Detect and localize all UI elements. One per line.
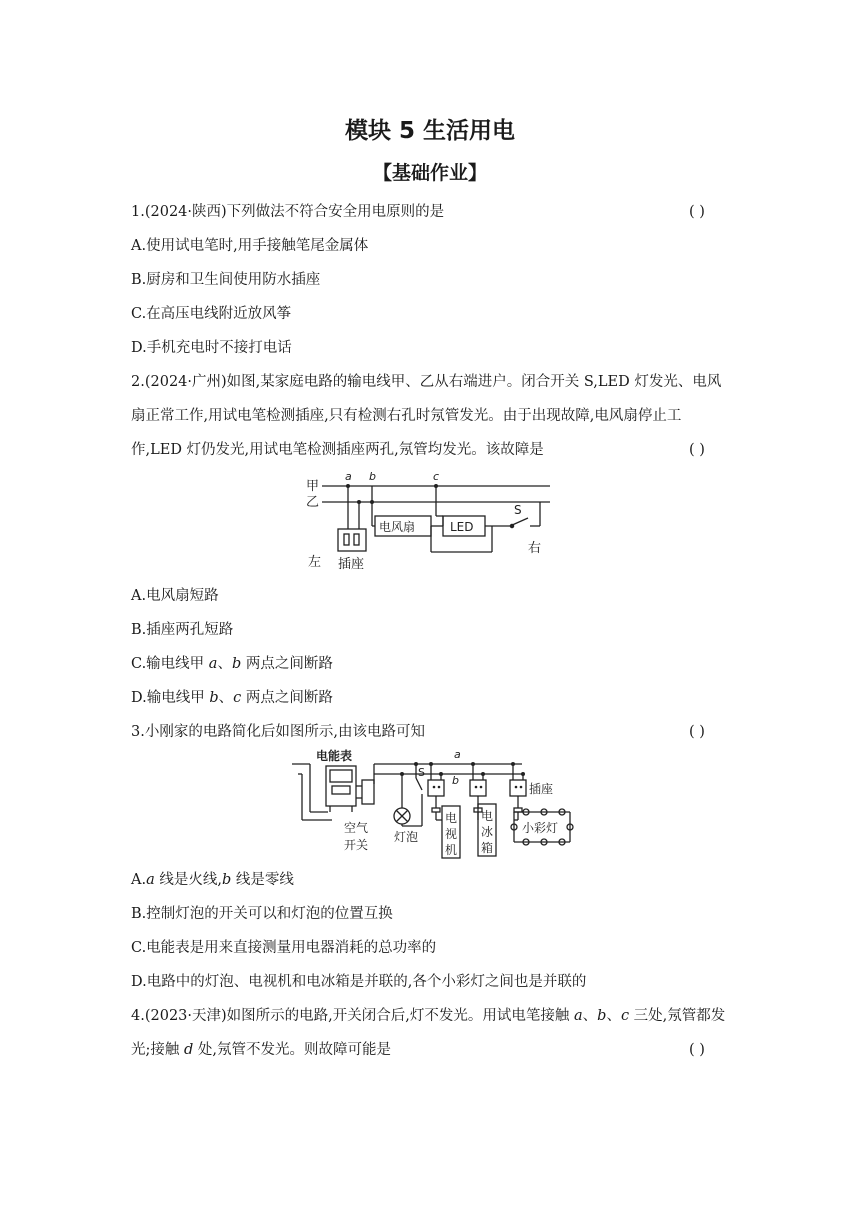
q3-stem: 3.小刚家的电路简化后如图所示,由该电路可知 <box>131 724 425 740</box>
q4-stem-line2: 光;接触 d 处,氖管不发光。则故障可能是 <box>131 1042 392 1058</box>
q4-answer-paren: ( ) <box>689 1042 705 1058</box>
q3-option-c: C.电能表是用来直接测量用电器消耗的总功率的 <box>131 940 437 956</box>
q2-left-label: 左 <box>308 555 322 570</box>
q3-air-switch-label-1: 空气 <box>344 821 369 835</box>
q2-option-c: C.输电线甲 a、b 两点之间断路 <box>131 656 333 672</box>
q4-stem-line1: 4.(2023·天津)如图所示的电路,开关闭合后,灯不发光。用试电笔接触 a、b、c 三处,氖管都发 <box>131 1008 726 1024</box>
q3-tv-label-3: 机 <box>445 843 458 857</box>
q3-option-b: B.控制灯泡的开关可以和灯泡的位置互换 <box>131 906 393 922</box>
q2-option-b: B.插座两孔短路 <box>131 622 234 638</box>
q2-stem-line3: 作,LED 灯仍发光,用试电笔检测插座两孔,氖管均发光。该故障是 <box>131 442 544 458</box>
q1-option-c: C.在高压电线附近放风筝 <box>131 306 292 322</box>
q2-fan-label: 电风扇 <box>379 520 416 534</box>
section-subtitle: 【基础作业】 <box>372 162 487 184</box>
q2-socket-label: 插座 <box>338 557 365 572</box>
q2-answer-paren: ( ) <box>689 442 705 458</box>
q2-wire-yi-label: 乙 <box>306 495 320 510</box>
q3-small-lights-label: 小彩灯 <box>522 821 559 835</box>
q1-stem: 1.(2024·陕西)下列做法不符合安全用电原则的是 <box>131 204 445 220</box>
q3-fridge-label-1: 电 <box>481 809 494 823</box>
q2-option-d: D.输电线甲 b、c 两点之间断路 <box>131 690 333 706</box>
q3-tv-label-1: 电 <box>445 811 458 825</box>
q2-led-label: LED <box>450 520 474 534</box>
q1-option-a: A.使用试电笔时,用手接触笔尾金属体 <box>131 238 369 254</box>
q2-stem-line2: 扇正常工作,用试电笔检测插座,只有检测右孔时氖管发光。由于出现故障,电风扇停止工 <box>131 408 682 424</box>
q2-circuit-figure <box>300 468 560 574</box>
q3-option-d: D.电路中的灯泡、电视机和电冰箱是并联的,各个小彩灯之间也是并联的 <box>131 974 587 990</box>
q3-line-b-label: b <box>452 774 459 787</box>
q3-fridge-label-2: 冰 <box>481 825 494 839</box>
q3-circuit-figure <box>290 746 580 860</box>
q2-stem-line1: 2.(2024·广州)如图,某家庭电路的输电线甲、乙从右端进户。闭合开关 S,LED 灯发光、电风 <box>131 374 722 390</box>
q2-point-c-label: c <box>433 470 440 483</box>
q3-meter-label: 电能表 <box>316 749 353 763</box>
q2-point-b-label: b <box>369 470 376 483</box>
q1-option-b: B.厨房和卫生间使用防水插座 <box>131 272 321 288</box>
page-title: 模块 5 生活用电 <box>344 118 516 144</box>
q2-switch-label: S <box>514 503 522 517</box>
q3-switch-label: S <box>418 766 425 779</box>
q3-answer-paren: ( ) <box>689 724 705 740</box>
q3-tv-label-2: 视 <box>445 827 458 841</box>
q2-option-a: A.电风扇短路 <box>131 588 219 604</box>
q1-option-d: D.手机充电时不接打电话 <box>131 340 292 356</box>
q3-fridge-label-3: 箱 <box>481 841 494 855</box>
q3-bulb-label: 灯泡 <box>394 830 419 844</box>
q3-option-a: A.a 线是火线,b 线是零线 <box>131 872 294 888</box>
q2-wire-jia-label: 甲 <box>306 479 320 494</box>
q3-line-a-label: a <box>454 748 461 761</box>
q2-point-a-label: a <box>345 470 352 483</box>
q2-right-label: 右 <box>528 541 542 556</box>
q3-socket-label: 插座 <box>529 782 554 796</box>
q1-answer-paren: ( ) <box>689 204 705 220</box>
q3-air-switch-label-2: 开关 <box>344 838 369 852</box>
